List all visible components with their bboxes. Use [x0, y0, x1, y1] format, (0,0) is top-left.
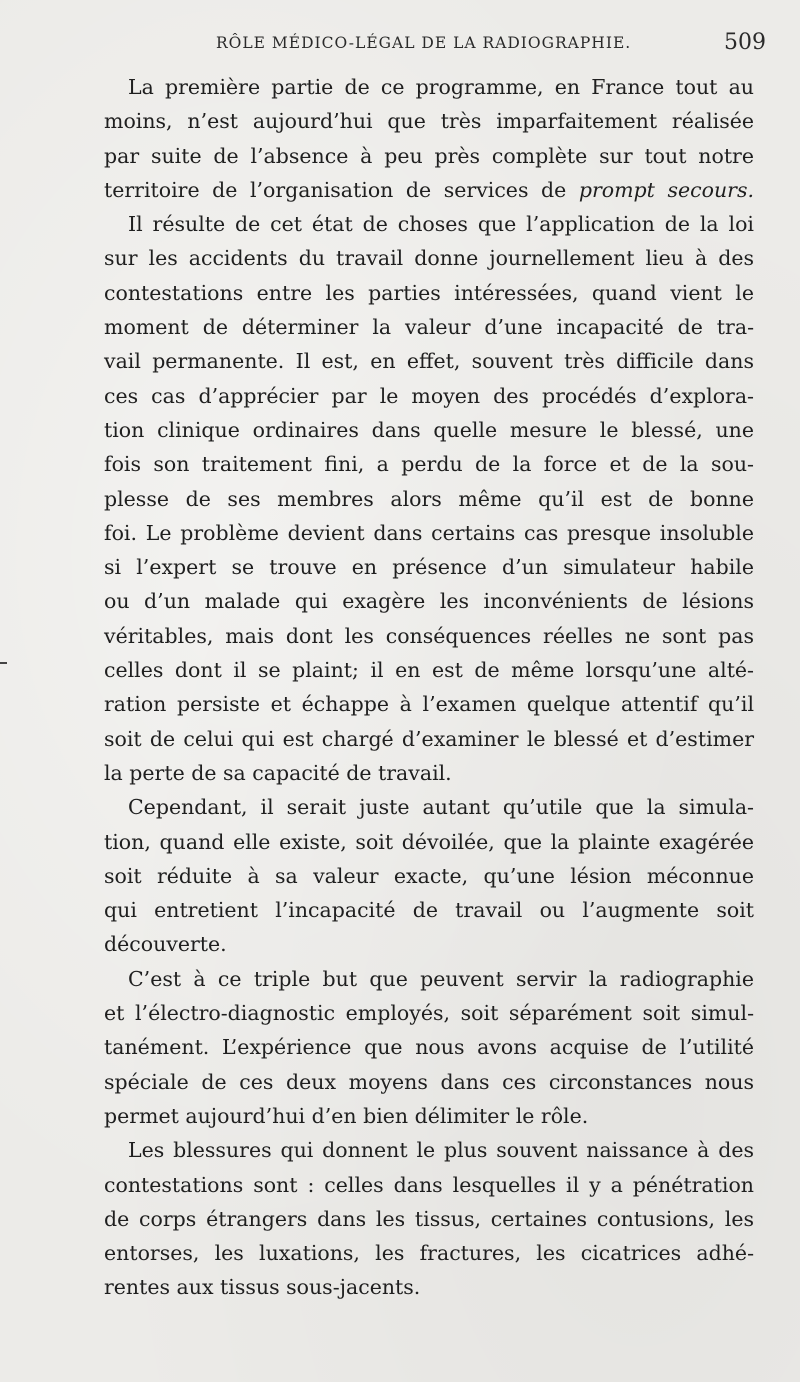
text-line: spéciale de ces deux moyens dans ces circonstances nous [104, 1069, 754, 1094]
text-line: Cependant, il serait juste autant qu’utile que la simula- [128, 795, 754, 820]
text-line: La première partie de ce programme, en France tout au [128, 75, 754, 99]
text-line: entorses, les luxations, les fractures, les cicatrices adhé- [104, 1241, 754, 1266]
text-line: celles dont il se plaint; il en est de même lorsqu’une alté- [104, 658, 754, 683]
text-line: moins, n’est aujourd’hui que très imparfaitement réalisée [104, 109, 754, 134]
text-line: contestations entre les parties intéressées, quand vient le [104, 280, 754, 305]
text-line: tion clinique ordinaires dans quelle mesure le blessé, une [104, 417, 754, 442]
italic-phrase: prompt secours. [578, 177, 754, 202]
text-line: découverte. [104, 932, 227, 957]
text-line: moment de déterminer la valeur d’une incapacité de tra- [104, 315, 754, 340]
text-line: soit de celui qui est chargé d’examiner le blessé et d’estimer [104, 726, 754, 751]
text-line: tion, quand elle existe, soit dévoilée, que la plainte exagérée [104, 829, 754, 854]
running-title: RÔLE MÉDICO-LÉGAL DE LA RADIOGRAPHIE. [216, 34, 632, 52]
text-line: par suite de l’absence à peu près complète sur tout notre [104, 143, 754, 168]
text-line: sur les accidents du travail donne journellement lieu à des [104, 246, 754, 271]
text-line: ration persiste et échappe à l’examen quelque attentif qu’il [104, 692, 754, 717]
text-line: C’est à ce triple but que peuvent servir la radiographie [128, 966, 754, 991]
text-line: fois son traitement fini, a perdu de la force et de la sou- [104, 452, 754, 477]
text-line: Les blessures qui donnent le plus souvent naissance à des [128, 1138, 754, 1163]
text-line: Il résulte de cet état de choses que l’application de la loi [128, 212, 754, 237]
text-line: soit réduite à sa valeur exacte, qu’une lésion méconnue [104, 863, 754, 888]
text-line: qui entretient l’incapacité de travail ou l’augmente soit [104, 898, 754, 923]
text-line: plesse de ses membres alors même qu’il est de bonne [104, 486, 754, 511]
text-line: contestations sont : celles dans lesquelles il y a pénétration [104, 1172, 754, 1197]
text-line: si l’expert se trouve en présence d’un simulateur habile [104, 555, 754, 580]
page-number: 509 [724, 30, 766, 55]
text-line: ou d’un malade qui exagère les inconvénients de lésions [104, 589, 754, 614]
text-line: véritables, mais dont les conséquences réelles ne sont pas [104, 623, 754, 648]
margin-mark [0, 662, 7, 664]
text-line: foi. Le problème devient dans certains cas presque insoluble [104, 520, 754, 545]
text-line [104, 173, 754, 207]
text-line: et l’électro-diagnostic employés, soit séparément soit simul- [104, 1001, 754, 1026]
text-line: tanément. L’expérience que nous avons acquise de l’utilité [104, 1035, 754, 1060]
text-line: permet aujourd’hui d’en bien délimiter le rôle. [104, 1103, 589, 1128]
body-text [104, 70, 754, 1305]
text-line: ces cas d’apprécier par le moyen des procédés d’explora- [104, 383, 754, 408]
text-line: de corps étrangers dans les tissus, certaines contusions, les [104, 1206, 754, 1231]
text-line-start: territoire de l’organisation de services de [104, 177, 567, 202]
text-line: rentes aux tissus sous-jacents. [104, 1275, 421, 1300]
text-line: la perte de sa capacité de travail. [104, 760, 452, 785]
text-line: vail permanente. Il est, en effet, souvent très difficile dans [104, 349, 754, 374]
